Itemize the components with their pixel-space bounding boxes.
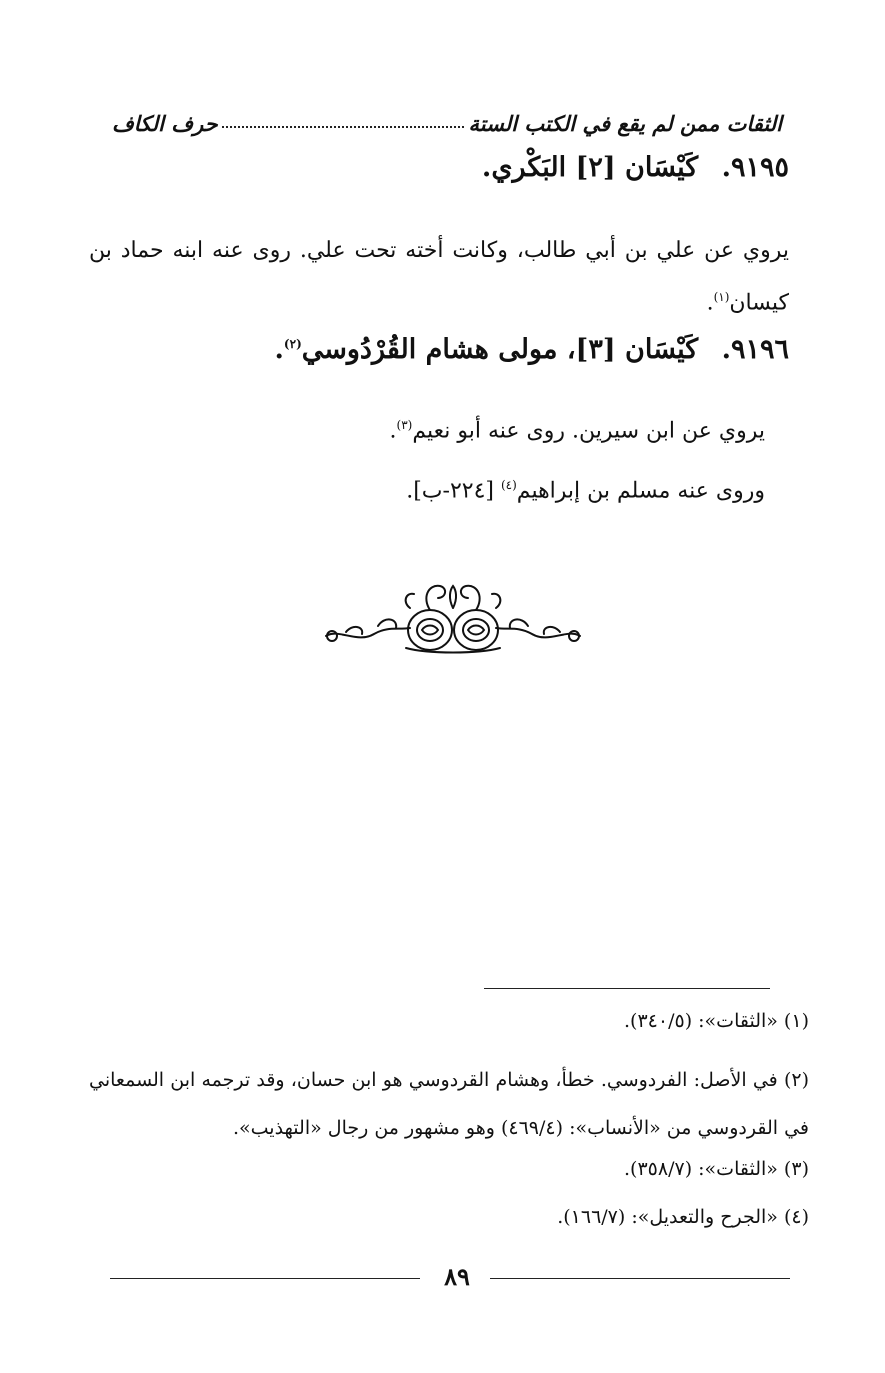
header-book-title: الثقات ممن لم يقع في الكتب الستة xyxy=(468,111,782,136)
footer-rule-right xyxy=(490,1278,790,1279)
entry-number: ٩١٩٥. xyxy=(721,152,789,183)
footnote-marker: (٤) xyxy=(500,478,517,492)
sentence-end: . xyxy=(274,334,284,365)
entry-body-text: وروى عنه مسلم بن إبراهيم xyxy=(516,478,765,504)
footnote-marker: (٣) xyxy=(396,418,413,432)
footnote-4: (٤) «الجرح والتعديل»: (١٦٦/٧). xyxy=(557,1206,809,1228)
page-footer xyxy=(110,1262,790,1302)
running-header xyxy=(112,96,782,136)
footnote-2: (٢) في الأصل: الفردوسي. خطأ، وهشام القردوسي هو ابن حسان، وقد ترجمه ابن السمعاني في القردوسي من «الأنساب»: (٤٦٩/٤) وهو مشهور من رجال «التهذيب». xyxy=(89,1069,809,1139)
entry-body-9196-line1 xyxy=(65,402,765,454)
entry-body-text: يروي عن علي بن أبي طالب، وكانت أخته تحت علي. روى عنه ابنه حماد بن كيسان xyxy=(89,238,789,316)
header-chapter-title: حرف الكاف xyxy=(112,111,218,136)
footnote-marker: (١) xyxy=(713,290,730,304)
folio-reference: [٢٢٤-ب]. xyxy=(406,478,501,504)
footnote-separator xyxy=(484,988,770,989)
entry-name: كَيْسَان [٣]، مولى هشام القُرْدُوسي xyxy=(301,334,699,365)
page-number: ٨٩ xyxy=(444,1262,470,1291)
sentence-end: . xyxy=(389,418,397,444)
entry-body-9195 xyxy=(89,228,789,326)
entry-heading-9195 xyxy=(129,152,789,183)
footnote-1: (١) «الثقات»: (٣٤٠/٥). xyxy=(624,1010,809,1032)
header-dot-leader xyxy=(222,126,465,128)
decorative-ornament xyxy=(318,578,588,658)
entry-name: كَيْسَان [٢] البَكْري. xyxy=(481,152,699,183)
entry-number: ٩١٩٦. xyxy=(721,334,789,365)
footnote-marker: (٢) xyxy=(283,337,302,351)
entry-heading-9196 xyxy=(129,334,789,365)
sentence-end: . xyxy=(706,290,714,316)
footer-rule-left xyxy=(110,1278,420,1279)
entry-body-text: يروي عن ابن سيرين. روى عنه أبو نعيم xyxy=(412,418,765,444)
entry-body-9196-line2 xyxy=(65,462,765,514)
footnote-3: (٣) «الثقات»: (٣٥٨/٧). xyxy=(624,1158,809,1180)
